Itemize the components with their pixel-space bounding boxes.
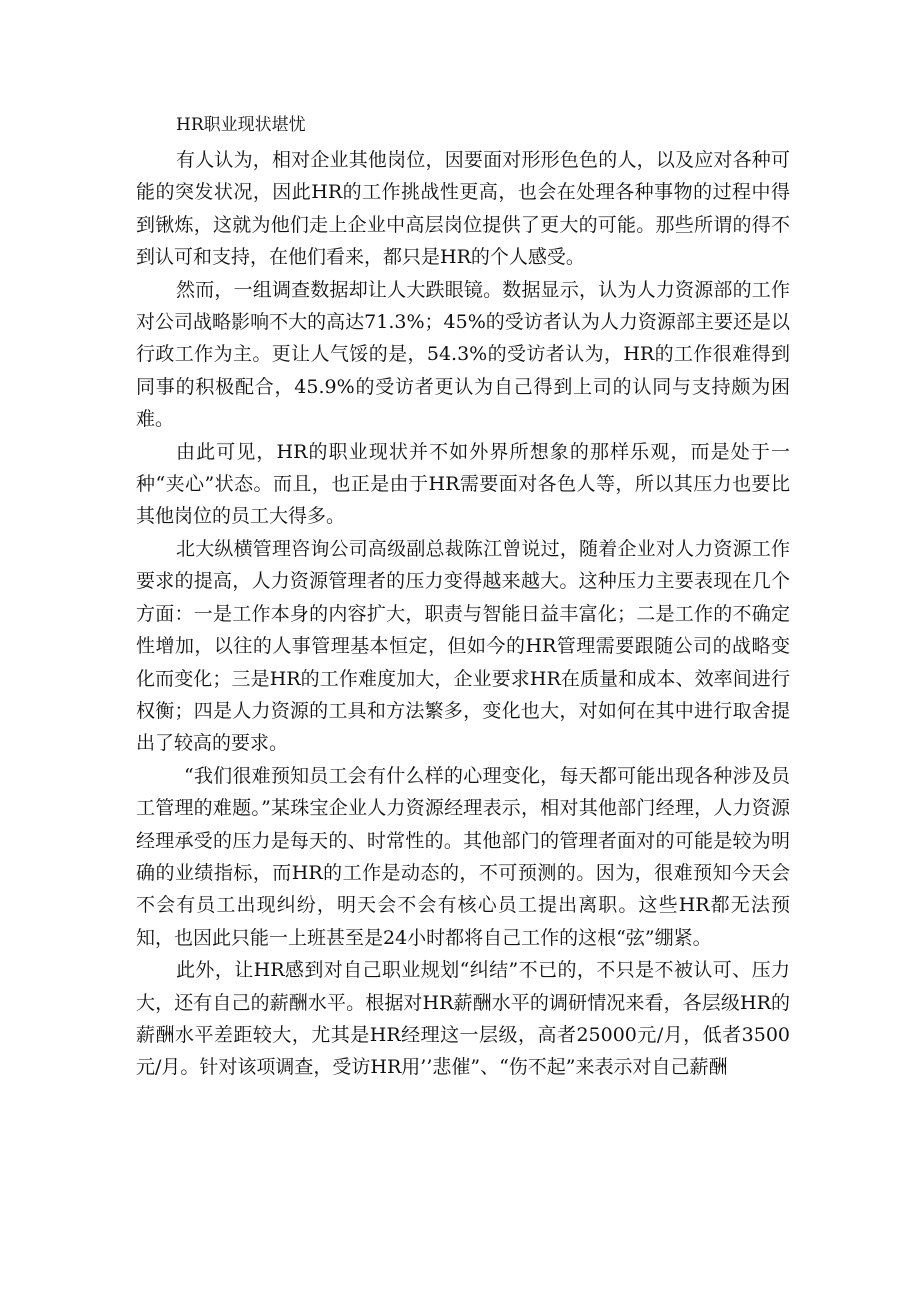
paragraph-6: 此外，让HR感到对自己职业规划“纠结”不已的，不只是不被认可、压力大，还有自己的薪酬水平。根据对HR薪酬水平的调研情况来看，各层级HR的薪酬水平差距较大，尤其是HR经理这一层级，高者25000元/月，低者3500元/月。针对该项调查，受访HR用’’悲催”、“伤不起”来表示对自己薪酬	[136, 959, 790, 1079]
paragraph-3: 由此可见，HR的职业现状并不如外界所想象的那样乐观，而是处于一种“夹心”状态。而且，也正是由于HR需要面对各色人等，所以其压力也要比其他岗位的员工大得多。	[136, 440, 790, 528]
document-title: HR职业现状堪忧	[176, 115, 306, 135]
paragraph-2: 然而，一组调查数据却让人大跌眼镜。数据显示，认为人力资源部的工作对公司战略影响不大的高达71.3%；45%的受访者认为人力资源部主要还是以行政工作为主。更让人气馁的是，54.3%的受访者认为，HR的工作很难得到同事的积极配合，45.9%的受访者更认为自己得到上司的认同与支持颇为困难。	[136, 278, 790, 431]
paragraph-5: “我们很难预知员工会有什么样的心理变化，每天都可能出现各种涉及员工管理的难题。”某珠宝企业人力资源经理表示，相对其他部门经理，人力资源经理承受的压力是每天的、时常性的。其他部门的管理者面对的可能是较为明确的业绩指标，而HR的工作是动态的，不可预测的。因为，很难预知今天会不会有员工出现纠纷，明天会不会有核心员工提出离职。这些HR都无法预知，也因此只能一上班甚至是24小时都将自己工作的这根“弦”绷紧。	[136, 764, 790, 949]
paragraph-4: 北大纵横管理咨询公司高级副总裁陈江曾说过，随着企业对人力资源工作要求的提高，人力资源管理者的压力变得越来越大。这种压力主要表现在几个方面：一是工作本身的内容扩大，职责与智能日益丰富化；二是工作的不确定性增加，以往的人事管理基本恒定，但如今的HR管理需要跟随公司的战略变化而变化；三是HR的工作难度加大，企业要求HR在质量和成本、效率间进行权衡；四是人力资源的工具和方法繁多，变化也大，对如何在其中进行取舍提出了较高的要求。	[136, 537, 790, 755]
document-body	[136, 110, 790, 1084]
paragraph-1: 有人认为，相对企业其他岗位，因要面对形形色色的人，以及应对各种可能的突发状况，因此HR的工作挑战性更高，也会在处理各种事物的过程中得到锹炼，这就为他们走上企业中高层岗位提供了更大的可能。那些所谓的得不到认可和支持，在他们看来，都只是HR的个人感受。	[136, 149, 790, 269]
